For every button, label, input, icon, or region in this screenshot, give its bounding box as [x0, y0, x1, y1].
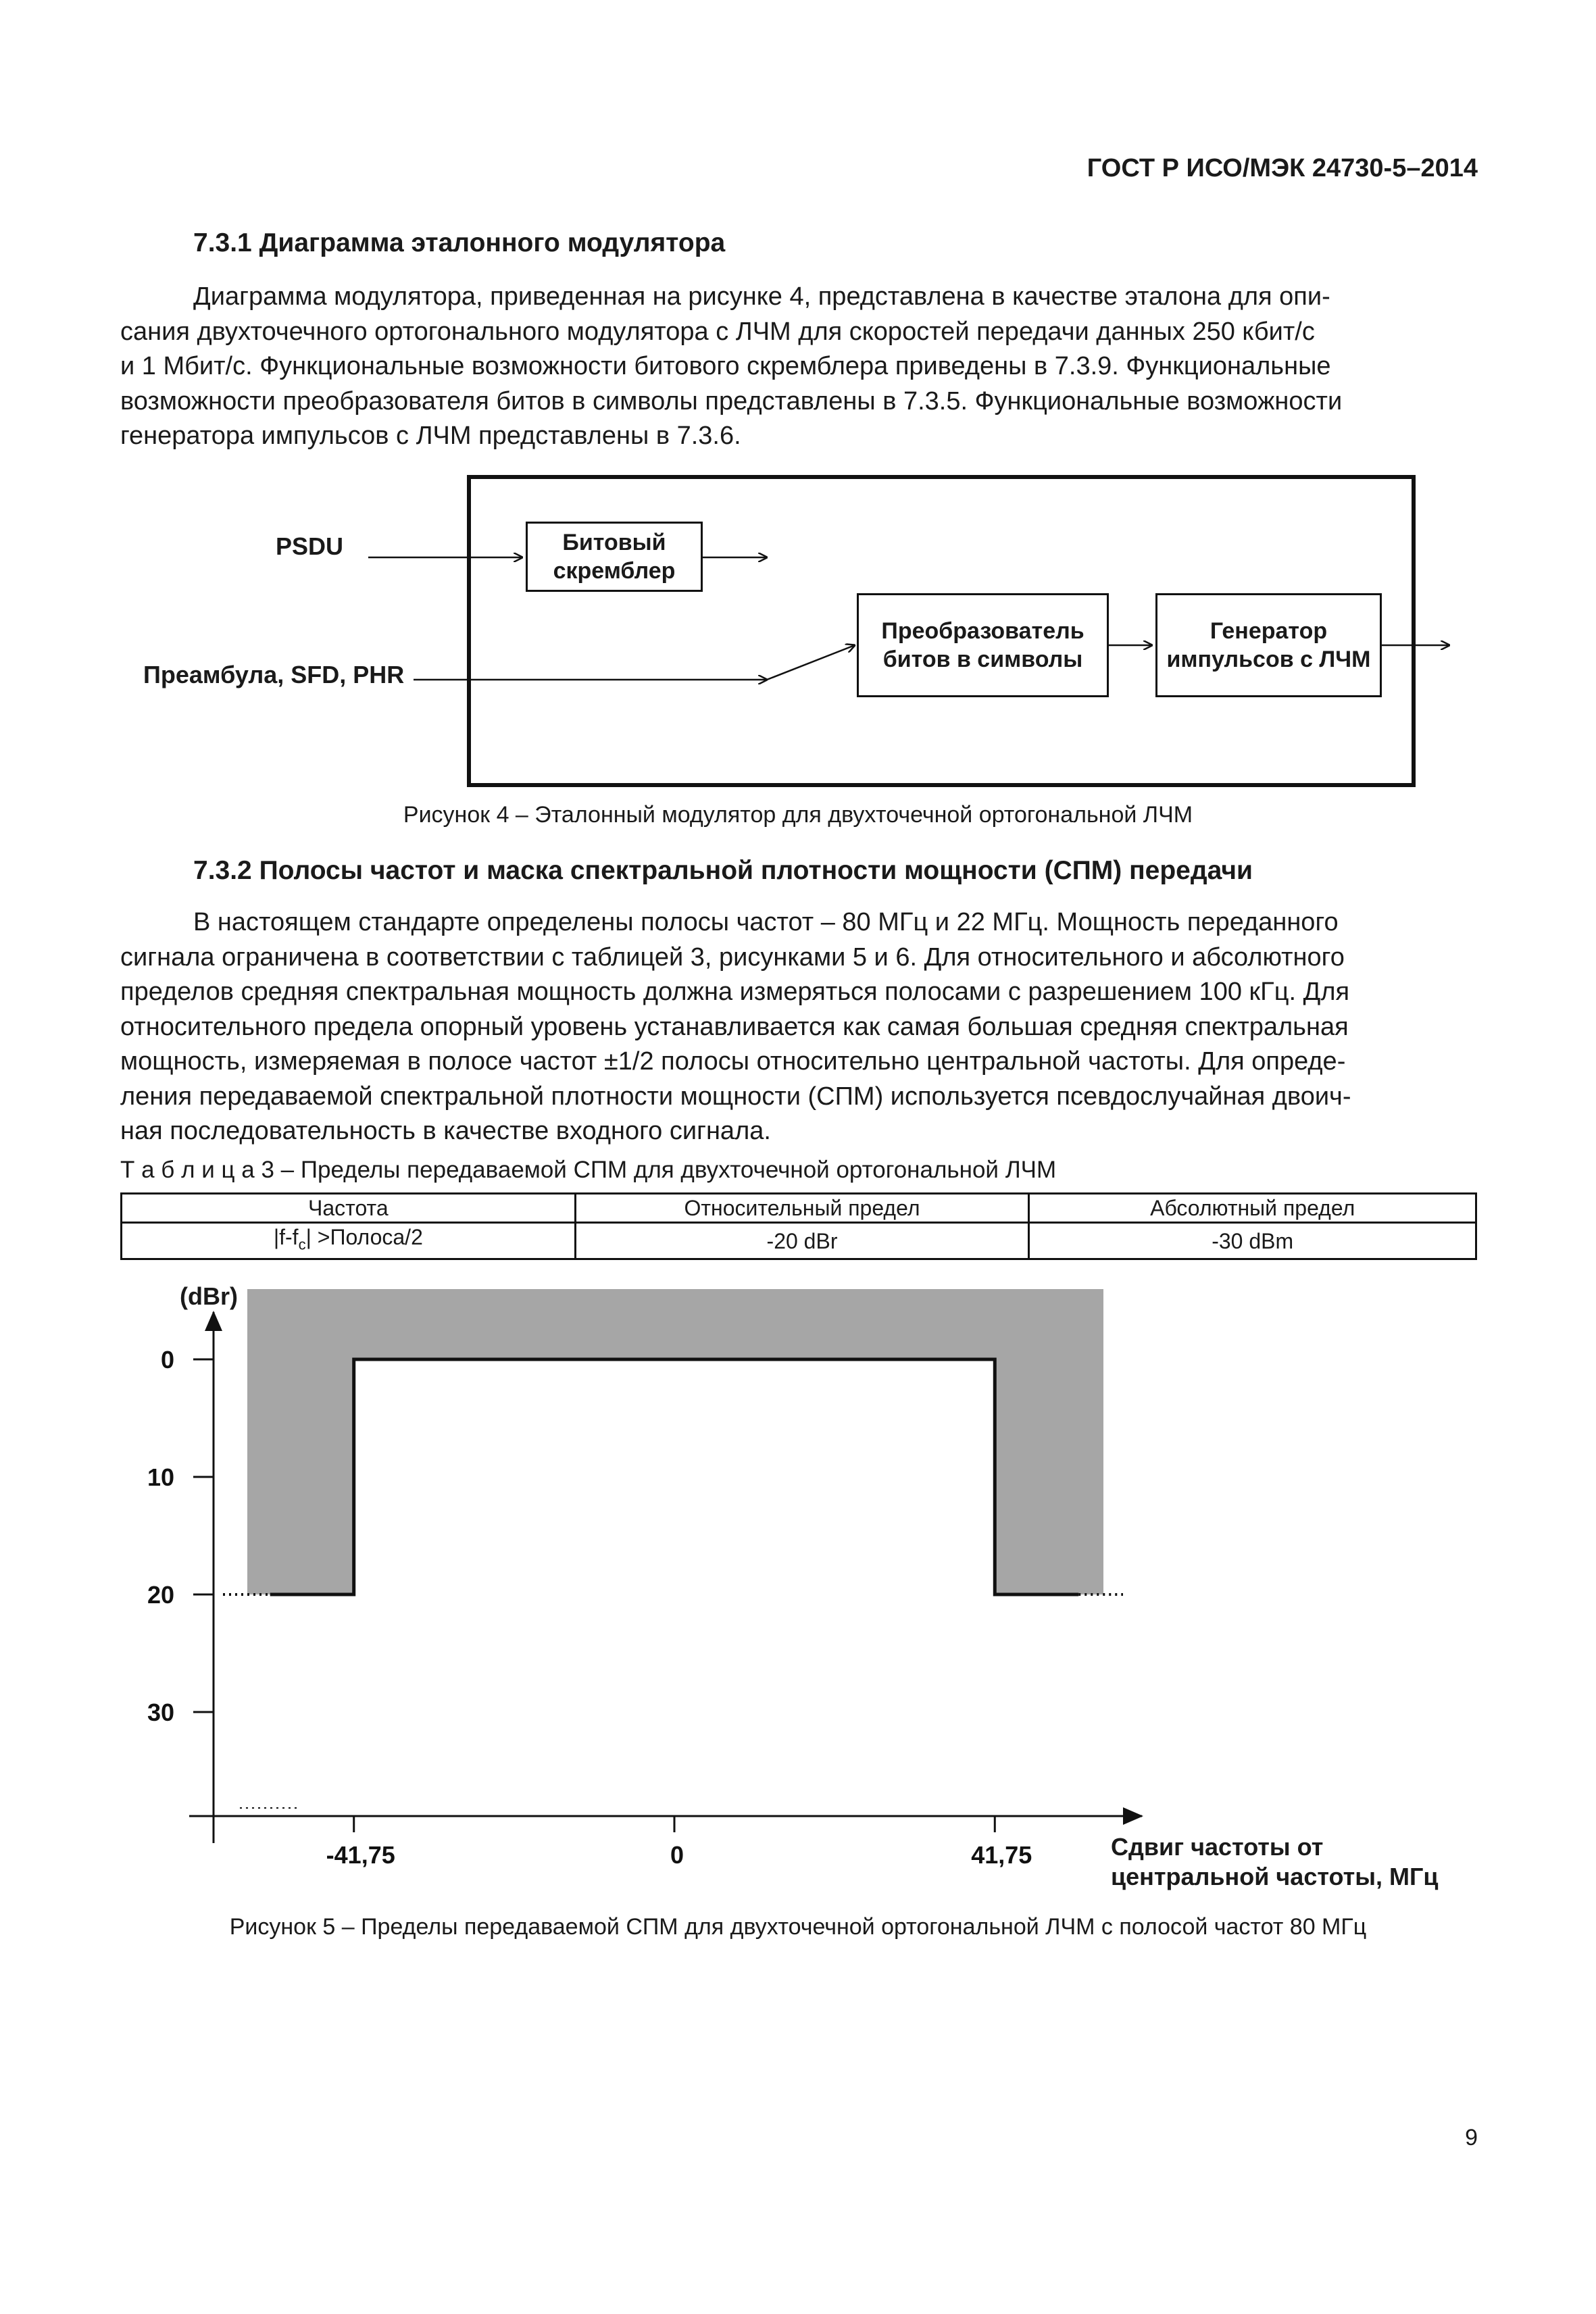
table-header-cell: Относительный предел	[575, 1194, 1029, 1223]
y-tick-label: 20	[147, 1581, 174, 1609]
chirp-generator-block: Генератор импульсов с ЛЧМ	[1155, 593, 1382, 697]
page-number: 9	[1465, 2125, 1478, 2150]
standard-number: ГОСТ Р ИСО/МЭК 24730-5–2014	[1087, 154, 1478, 182]
paragraph-line: сигнала ограничена в соответствии с таблицей 3, рисунками 5 и 6. Для относительного и абсолютного	[120, 942, 1345, 972]
y-axis-label: (dBr)	[180, 1282, 238, 1310]
table-cell-absolute: -30 dBm	[1029, 1223, 1476, 1259]
paragraph-line: пределов средняя спектральная мощность должна измеряться полосами с разрешением 100 кГц. Для	[120, 978, 1350, 1006]
y-tick-label: 10	[147, 1463, 174, 1491]
x-axis-label: Сдвиг частоты от центральной частоты, МГц	[1111, 1833, 1439, 1890]
x-tick-label: -41,75	[326, 1841, 395, 1869]
table-3-caption: Т а б л и ц а 3 – Пределы передаваемой СПМ для двухточечной ортогональной ЛЧМ	[120, 1157, 1057, 1183]
y-tick-label: 0	[160, 1346, 174, 1374]
input-preamble-label: Преамбула, SFD, PHR	[143, 661, 405, 688]
y-tick-label: 30	[147, 1699, 174, 1726]
bit-scrambler-block: Битовый скремблер	[526, 522, 703, 592]
limit-band	[247, 1289, 1103, 1594]
figure-5-caption: Рисунок 5 – Пределы передаваемой СПМ для двухточечной ортогональной ЛЧМ с полосой частот 80 МГц	[229, 1914, 1367, 1940]
table-cell-frequency: $|f-f_c|$ >Полоса/2	[122, 1223, 576, 1259]
table-header-cell: Абсолютный предел	[1029, 1194, 1476, 1223]
table-cell-relative: -20 dBr	[575, 1223, 1029, 1259]
section-heading-731: 7.3.1 Диаграмма эталонного модулятора	[193, 228, 726, 257]
figure-4-caption: Рисунок 4 – Эталонный модулятор для двухточечной ортогональной ЛЧМ	[403, 802, 1193, 828]
x-tick-label: 41,75	[971, 1841, 1032, 1869]
section-heading-732: 7.3.2 Полосы частот и маска спектральной плотности мощности (СПМ) передачи	[193, 856, 1253, 885]
paragraph-line: ления передаваемой спектральной плотности мощности (СПМ) используется псевдослучайная двоич-	[120, 1082, 1351, 1111]
paragraph-line: сания двухточечного ортогонального модулятора с ЛЧМ для скоростей передачи данных 250 кбит/с	[120, 317, 1315, 346]
paragraph-line: ная последовательность в качестве входного сигнала.	[120, 1117, 771, 1145]
paragraph-line: мощность, измеряемая в полосе частот ±1/2 полосы относительно центральной частоты. Для опреде-	[120, 1047, 1346, 1076]
input-psdu-label: PSDU	[276, 532, 344, 560]
x-tick-label: 0	[670, 1841, 684, 1869]
paragraph-line: возможности преобразователя битов в символы представлены в 7.3.5. Функциональные возможности	[120, 386, 1343, 416]
bits-to-symbols-block: Преобразователь битов в символы	[857, 593, 1109, 697]
paragraph-line: Диаграмма модулятора, приведенная на рисунке 4, представлена в качестве эталона для опи-	[193, 282, 1330, 311]
paragraph-line: относительного предела опорный уровень устанавливается как самая большая средняя спектральная	[120, 1012, 1349, 1041]
paragraph-line: генератора импульсов с ЛЧМ представлены в 7.3.6.	[120, 422, 741, 450]
table-header-cell: Частота	[122, 1194, 576, 1223]
paragraph-line: и 1 Мбит/с. Функциональные возможности битового скремблера приведены в 7.3.9. Функциональные	[120, 352, 1331, 380]
mask-line	[270, 1359, 1079, 1594]
paragraph-line: В настоящем стандарте определены полосы частот – 80 МГц и 22 МГц. Мощность переданного	[193, 908, 1339, 936]
